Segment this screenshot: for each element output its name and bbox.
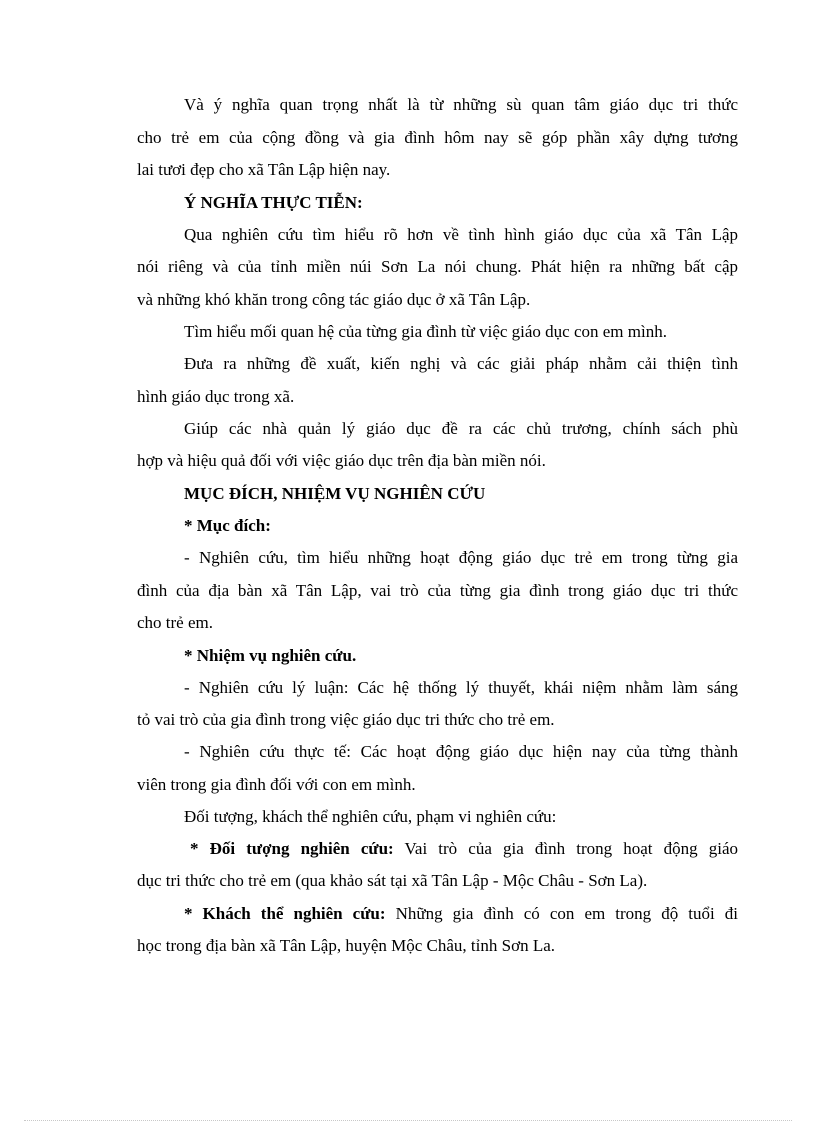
subsection-heading: * Nhiệm vụ nghiên cứu.	[184, 646, 357, 665]
subsection-heading: * Mục đích:	[184, 516, 271, 535]
section-heading: Ý NGHĨA THỰC TIỄN:	[184, 193, 363, 212]
paragraph-line: học trong địa bàn xã Tân Lập, huyện Mộc Châu, tỉnh Sơn La.	[137, 936, 556, 955]
lead-rest: Những gia đình có con em trong độ tuổi đi	[385, 904, 738, 923]
bold-lead: * Khách thể nghiên cứu:	[184, 904, 386, 923]
paragraph-line: cho trẻ em.	[137, 613, 213, 632]
lead-rest: Vai trò của gia đình trong hoạt động giáo	[393, 839, 738, 858]
paragraph-line: Qua nghiên cứu tìm hiểu rõ hơn về tình hình giáo dục của xã Tân Lập	[184, 225, 738, 244]
paragraph-line: - Nghiên cứu, tìm hiểu những hoạt động giáo dục trẻ em trong từng gia	[184, 548, 738, 567]
paragraph-line: tỏ vai trò của gia đình trong việc giáo dục tri thức cho trẻ em.	[137, 710, 555, 729]
paragraph-line: Tìm hiểu mối quan hệ của từng gia đình từ việc giáo dục con em mình.	[184, 322, 667, 341]
paragraph-line: dục tri thức cho trẻ em (qua khảo sát tại xã Tân Lập - Mộc Châu - Sơn La).	[137, 871, 648, 890]
paragraph-line	[184, 903, 738, 925]
paragraph-line	[190, 838, 738, 860]
paragraph-line: hình giáo dục trong xã.	[137, 387, 295, 406]
paragraph-line: Đối tượng, khách thể nghiên cứu, phạm vi nghiên cứu:	[184, 807, 557, 826]
page-footer-divider	[24, 1120, 792, 1121]
paragraph-line: Đưa ra những đề xuất, kiến nghị và các giải pháp nhằm cải thiện tình	[184, 354, 738, 373]
paragraph-line: cho trẻ em của cộng đồng và gia đình hôm nay sẽ góp phần xây dựng tương	[137, 128, 738, 147]
paragraph-line: - Nghiên cứu thực tế: Các hoạt động giáo dục hiện nay của từng thành	[184, 742, 738, 761]
paragraph-line: nói riêng và của tỉnh miền núi Sơn La nói chung. Phát hiện ra những bất cập	[137, 257, 738, 276]
section-heading: MỤC ĐÍCH, NHIỆM VỤ NGHIÊN CỨU	[184, 484, 486, 503]
paragraph-line: và những khó khăn trong công tác giáo dục ở xã Tân Lập.	[137, 290, 531, 309]
paragraph-line: lai tươi đẹp cho xã Tân Lập hiện nay.	[137, 160, 391, 179]
paragraph-line: hợp và hiệu quả đối với việc giáo dục trên địa bàn miền nói.	[137, 451, 546, 470]
paragraph-line: viên trong gia đình đối với con em mình.	[137, 775, 416, 794]
paragraph-line: Và ý nghĩa quan trọng nhất là từ những sù quan tâm giáo dục tri thức	[184, 95, 738, 114]
paragraph-line: Giúp các nhà quản lý giáo dục đề ra các chủ trương, chính sách phù	[184, 419, 738, 438]
bold-lead: * Đối tượng nghiên cứu:	[190, 839, 394, 858]
paragraph-line: - Nghiên cứu lý luận: Các hệ thống lý thuyết, khái niệm nhằm làm sáng	[184, 678, 738, 697]
paragraph-line: đình của địa bàn xã Tân Lập, vai trò của từng gia đình trong giáo dục tri thức	[137, 581, 738, 600]
